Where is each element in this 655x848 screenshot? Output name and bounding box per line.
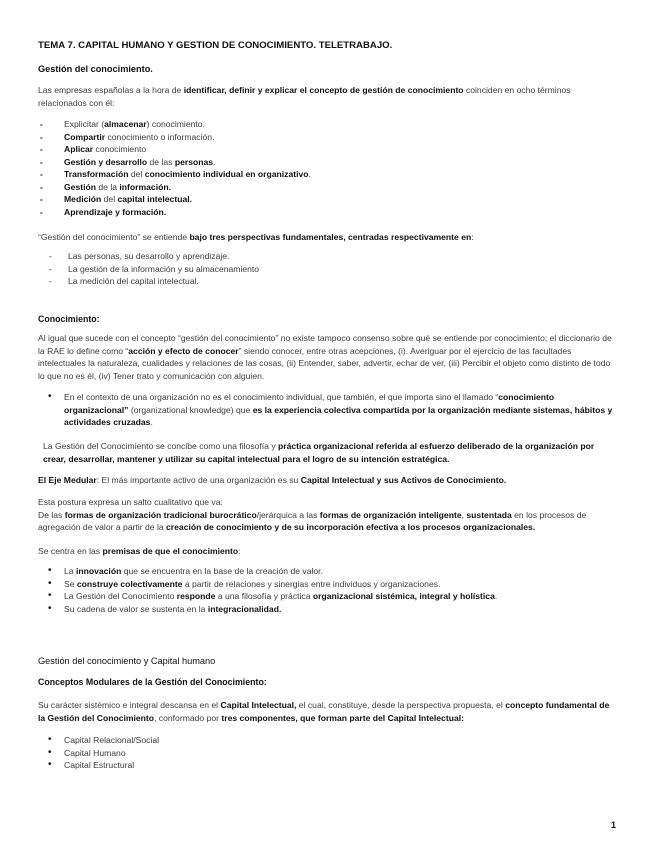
conocimiento-paragraph: Al igual que sucede con el concepto “gestión del conocimiento” no existe tampoco consenso sobre qué se entiende por conocimiento; el diccionario de la RAE lo define como “acción y efecto de conocer” siendo conocer, entre otras acepciones, (i). Averiguar por el ejercicio de las facultades intelectuales la naturaleza, cualidades y relaciones de las cosas, (ii) Entender, saber, advertir, echar de ver, (iii) Percibir el objeto como distinto de todo lo que no es él, (iv) Tener trato y comunicación con alguien. xyxy=(38,333,612,381)
perspectives-paragraph: “Gestión del conocimiento” se entiende bajo tres perspectivas fundamentales, centradas respectivamente en: xyxy=(38,232,474,242)
perspectives-list xyxy=(38,250,616,288)
list-item: - Medición del capital intelectual. xyxy=(38,193,616,206)
premisas-list xyxy=(38,565,616,615)
page-number: 1 xyxy=(611,820,617,830)
section-heading-capital-humano: Gestión del conocimiento y Capital humano xyxy=(38,656,216,666)
list-item: • Capital Relacional/Social xyxy=(38,734,616,747)
section-heading-conocimiento: Conocimiento: xyxy=(38,314,100,324)
intro-paragraph: Las empresas españolas a la hora de identificar, definir y explicar el concepto de gestión de conocimiento coinciden en ocho términos relacionados con él: xyxy=(38,85,571,108)
list-item: - Gestión y desarrollo de las personas. xyxy=(38,156,616,169)
organizational-knowledge-bullet xyxy=(38,391,616,429)
section-heading-gestion: Gestión del conocimiento. xyxy=(38,64,153,74)
list-item: • Capital Humano xyxy=(38,747,616,760)
terms-list xyxy=(38,118,616,218)
list-item: - Aprendizaje y formación. xyxy=(38,206,616,219)
gestion-paragraph: La Gestión del Conocimiento se concibe como una filosofía y práctica organizacional referida al esfuerzo deliberado de la organización por crear, desarrollar, mantener y utilizar su capital intelectual para el logro de su intención estratégica. xyxy=(43,441,595,464)
list-item: • Se construye colectivamente a partir de relaciones y sinergias entre individuos y organizaciones. xyxy=(38,578,616,591)
list-item: • La innovación que se encuentra en la base de la creación de valor. xyxy=(38,565,616,578)
document-title: TEMA 7. CAPITAL HUMANO Y GESTION DE CONOCIMIENTO. TELETRABAJO. xyxy=(38,40,393,51)
list-item: • Capital Estructural xyxy=(38,759,616,772)
list-item: - Compartir conocimiento o información. xyxy=(38,131,616,144)
list-item: - La medición del capital intelectual. xyxy=(38,275,616,288)
list-item: • Su cadena de valor se sustenta en la integracionalidad. xyxy=(38,603,616,616)
premisas-paragraph: Se centra en las premisas de que el conocimiento: xyxy=(38,546,241,556)
list-item: - Aplicar conocimiento xyxy=(38,143,616,156)
eje-medular-paragraph: El Eje Medular: El más importante activo de una organización es su Capital Intelectual y sus Activos de Conocimiento. xyxy=(38,475,507,485)
list-item: - Las personas, su desarrollo y aprendizaje. xyxy=(38,250,616,263)
list-item: • En el contexto de una organización no es el conocimiento individual, que también, el que importa sino el llamado “conocimiento organizacional” (organizational knowledge) que es la experiencia colectiva compartida por la organización mediante sistemas, hábitos y actividades cruzadas. xyxy=(38,391,616,429)
capital-intelectual-paragraph: Su carácter sistémico e integral descansa en el Capital Intelectual, el cual, constituye, desde la perspectiva propuesta, el concepto fundamental de la Gestión del Conocimiento, conformado por tres componentes, que forman parte del Capital Intelectual: xyxy=(38,700,610,723)
list-item: - Explicitar (almacenar) conocimiento. xyxy=(38,118,616,131)
list-item: • La Gestión del Conocimiento responde a una filosofía y práctica organizacional sistémica, integral y holística. xyxy=(38,590,616,603)
list-item: - Gestión de la información. xyxy=(38,181,616,194)
section-subheading-conceptos: Conceptos Modulares de la Gestión del Conocimiento: xyxy=(38,677,267,687)
salto-cualitativo-paragraph: Esta postura expresa un salto cualitativo que va: De las formas de organización tradicional burocrático/jerárquica a las formas de organización inteligente, sustentada en los procesos de agregación de valor a partir de la creación de conocimiento y de su incorporación efectiva a los procesos organizacionales. xyxy=(38,497,587,532)
list-item: - Transformación del conocimiento individual en organizativo. xyxy=(38,168,616,181)
capital-components-list xyxy=(38,734,616,772)
list-item: - La gestión de la información y su almacenamiento xyxy=(38,263,616,276)
